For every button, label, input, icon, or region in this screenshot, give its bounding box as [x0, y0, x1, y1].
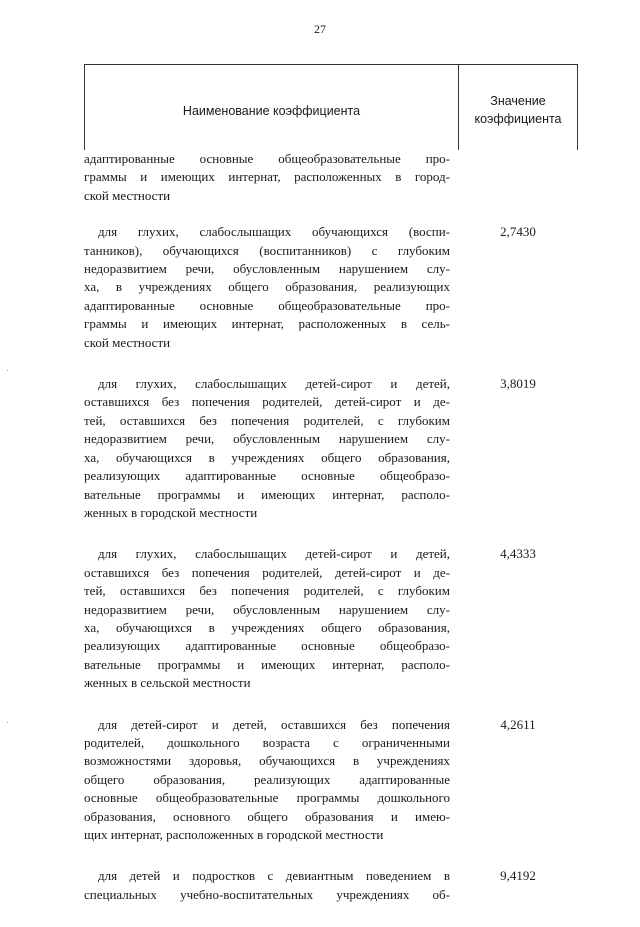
table-header: [84, 64, 578, 150]
text-line: родителей, дошкольного возраста с ограниченными: [84, 734, 450, 750]
text-line: общего образования, реализующих адаптированные: [84, 771, 450, 787]
row-value: 4,2611: [500, 716, 536, 732]
table-row: [84, 375, 578, 522]
text-line: адаптированные основные общеобразовательные про-: [84, 297, 450, 313]
text-line: женных в городской местности: [84, 504, 258, 520]
text-line: щих интернат, расположенных в городской местности: [84, 827, 384, 842]
row-description: [84, 716, 450, 845]
text-line: ха, обучающихся в учреждениях общего образования,: [84, 619, 450, 635]
text-line: вательные программы и имеющих интернат, располо-: [84, 656, 450, 672]
row-description: [84, 545, 450, 692]
row-value: 9,4192: [500, 868, 536, 884]
table-row: [84, 716, 578, 845]
text-line: возможностями здоровья, обучающихся в учреждениях: [84, 753, 450, 769]
row-description: [84, 867, 450, 904]
text-line: реализующих адаптированные основные общеобразо-: [84, 468, 450, 484]
scan-speck: [7, 370, 8, 371]
text-line: для детей и подростков с девиантным поведением в: [98, 868, 450, 884]
text-line: основные общеобразовательные программы дошкольного: [84, 790, 450, 806]
coefficient-table-body: [84, 150, 578, 927]
text-line: танников), обучающихся (воспитанников) с глубоким: [84, 242, 450, 258]
text-line: недоразвитием речи, обусловленным нарушением слу-: [84, 601, 450, 617]
text-line: тей, оставшихся без попечения родителей, с глубоким: [84, 583, 450, 599]
table-row: [84, 150, 578, 205]
text-line: для глухих, слабослышащих обучающихся (воспи-: [98, 224, 450, 240]
table-row: [84, 867, 578, 904]
text-line: образования, основного общего образования и имею-: [84, 808, 450, 824]
row-value: 3,8019: [500, 376, 536, 392]
row-value: [450, 150, 578, 205]
table-row: [84, 545, 578, 692]
text-line: женных в сельской местности: [84, 675, 251, 691]
page-number: 27: [314, 22, 326, 36]
text-line: оставшихся без попечения родителей, детей-сирот и де-: [84, 564, 450, 580]
row-description: [84, 150, 450, 205]
text-line: оставшихся без попечения родителей, детей-сирот и де-: [84, 394, 450, 410]
text-line: граммы и имеющих интернат, расположенных в сель-: [84, 316, 450, 332]
row-value: 2,7430: [500, 224, 536, 240]
text-line: недоразвитием речи, обусловленным нарушением слу-: [84, 431, 450, 447]
row-description: [84, 375, 450, 522]
row-value: 4,4333: [500, 546, 536, 562]
scan-speck: [7, 722, 8, 723]
text-line: для глухих, слабослышащих детей-сирот и детей,: [98, 546, 450, 562]
column-header-value: Значение коэффициента: [474, 93, 562, 126]
text-line: ской местности: [84, 187, 171, 203]
text-line: для глухих, слабослышащих детей-сирот и детей,: [98, 376, 450, 392]
text-line: ха, обучающихся в учреждениях общего образования,: [84, 449, 450, 465]
text-line: тей, оставшихся без попечения родителей, с глубоким: [84, 412, 450, 428]
column-header-name: Наименование коэффициента: [85, 65, 459, 150]
text-line: реализующих адаптированные основные общеобразо-: [84, 638, 450, 654]
text-line: ха, в учреждениях общего образования, реализующих: [84, 279, 450, 295]
text-line: граммы и имеющих интернат, расположенных в город-: [84, 169, 450, 185]
text-line: вательные программы и имеющих интернат, располо-: [84, 486, 450, 502]
text-line: недоразвитием речи, обусловленным нарушением слу-: [84, 261, 450, 277]
text-line: для детей-сирот и детей, оставшихся без попечения: [98, 716, 450, 732]
table-row: [84, 223, 578, 352]
row-description: [84, 223, 450, 352]
text-line: ской местности: [84, 334, 171, 350]
text-line: адаптированные основные общеобразовательные про-: [84, 151, 450, 166]
text-line: специальных учебно-воспитательных учреждениях об-: [84, 886, 450, 902]
